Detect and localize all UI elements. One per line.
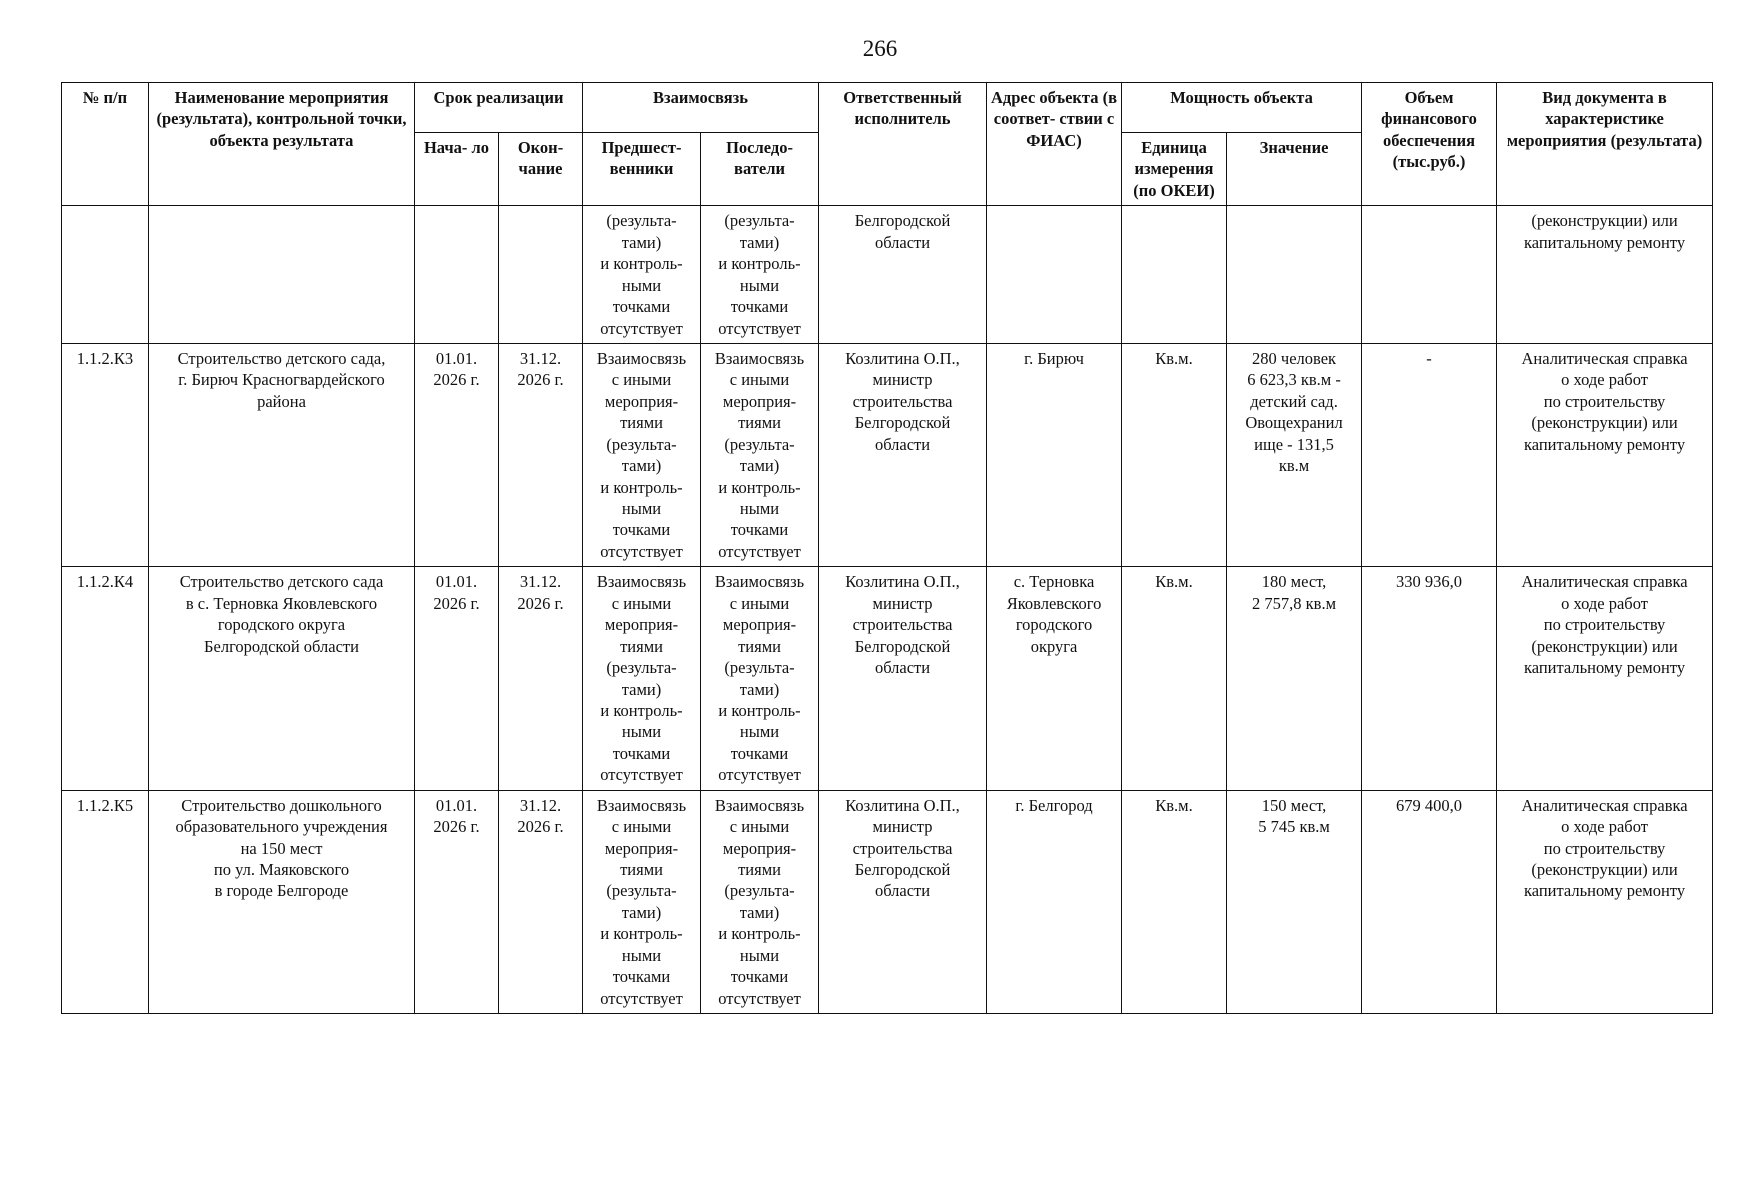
cell-name xyxy=(149,206,415,344)
cell-finance: 330 936,0 xyxy=(1362,567,1497,790)
cell-finance xyxy=(1362,206,1497,344)
cell-finance: 679 400,0 xyxy=(1362,790,1497,1013)
header-responsible: Ответственный исполнитель xyxy=(819,83,987,206)
cell-end xyxy=(499,206,583,344)
header-term-end: Окон- чание xyxy=(499,133,583,206)
cell-next: Взаимосвязь с иными мероприя- тиями (результа- тами) и контроль- ными точками отсутствует xyxy=(701,567,819,790)
cell-num: 1.1.2.К4 xyxy=(62,567,149,790)
cell-address: г. Белгород xyxy=(987,790,1122,1013)
cell-name: Строительство детского сада, г. Бирюч Красногвардейского района xyxy=(149,343,415,566)
cell-name: Строительство дошкольного образовательного учреждения на 150 мест по ул. Маяковского в городе Белгороде xyxy=(149,790,415,1013)
cell-end: 31.12. 2026 г. xyxy=(499,343,583,566)
cell-doc: Аналитическая справка о ходе работ по строительству (реконструкции) или капитальному ремонту xyxy=(1497,343,1713,566)
cell-doc: Аналитическая справка о ходе работ по строительству (реконструкции) или капитальному ремонту xyxy=(1497,567,1713,790)
cell-next: Взаимосвязь с иными мероприя- тиями (результа- тами) и контроль- ными точками отсутствует xyxy=(701,343,819,566)
table-row xyxy=(62,790,1713,1013)
cell-value xyxy=(1227,206,1362,344)
cell-start: 01.01. 2026 г. xyxy=(415,567,499,790)
table-header xyxy=(62,83,1713,206)
header-finance: Объем финансового обеспечения (тыс.руб.) xyxy=(1362,83,1497,206)
cell-num: 1.1.2.К3 xyxy=(62,343,149,566)
cell-responsible: Белгородской области xyxy=(819,206,987,344)
header-capacity-value: Значение xyxy=(1227,133,1362,206)
cell-prev: Взаимосвязь с иными мероприя- тиями (результа- тами) и контроль- ными точками отсутствует xyxy=(583,567,701,790)
page-number: 266 xyxy=(862,36,898,61)
cell-prev: Взаимосвязь с иными мероприя- тиями (результа- тами) и контроль- ными точками отсутствует xyxy=(583,343,701,566)
cell-num: 1.1.2.К5 xyxy=(62,790,149,1013)
cell-unit: Кв.м. xyxy=(1122,790,1227,1013)
cell-finance: - xyxy=(1362,343,1497,566)
cell-name: Строительство детского сада в с. Терновка Яковлевского городского округа Белгородской области xyxy=(149,567,415,790)
cell-unit: Кв.м. xyxy=(1122,567,1227,790)
cell-prev: Взаимосвязь с иными мероприя- тиями (результа- тами) и контроль- ными точками отсутствует xyxy=(583,790,701,1013)
table-row xyxy=(62,567,1713,790)
cell-start xyxy=(415,206,499,344)
header-capacity-unit: Единица измерения (по ОКЕИ) xyxy=(1122,133,1227,206)
cell-unit: Кв.м. xyxy=(1122,343,1227,566)
cell-prev: (результа- тами) и контроль- ными точками отсутствует xyxy=(583,206,701,344)
cell-next: Взаимосвязь с иными мероприя- тиями (результа- тами) и контроль- ными точками отсутствует xyxy=(701,790,819,1013)
cell-end: 31.12. 2026 г. xyxy=(499,567,583,790)
cell-end: 31.12. 2026 г. xyxy=(499,790,583,1013)
header-link: Взаимосвязь xyxy=(583,83,819,133)
header-link-next: Последо- ватели xyxy=(701,133,819,206)
header-term-start: Нача- ло xyxy=(415,133,499,206)
header-link-prev: Предшест- венники xyxy=(583,133,701,206)
table-row xyxy=(62,343,1713,566)
cell-responsible: Козлитина О.П., министр строительства Белгородской области xyxy=(819,790,987,1013)
cell-doc: (реконструкции) или капитальному ремонту xyxy=(1497,206,1713,344)
header-capacity: Мощность объекта xyxy=(1122,83,1362,133)
header-name: Наименование мероприятия (результата), контрольной точки, объекта результата xyxy=(149,83,415,206)
cell-next: (результа- тами) и контроль- ными точками отсутствует xyxy=(701,206,819,344)
cell-start: 01.01. 2026 г. xyxy=(415,790,499,1013)
header-doc-type: Вид документа в характеристике мероприятия (результата) xyxy=(1497,83,1713,206)
cell-doc: Аналитическая справка о ходе работ по строительству (реконструкции) или капитальному ремонту xyxy=(1497,790,1713,1013)
header-num: № п/п xyxy=(62,83,149,206)
cell-responsible: Козлитина О.П., министр строительства Белгородской области xyxy=(819,343,987,566)
cell-num xyxy=(62,206,149,344)
cell-address: г. Бирюч xyxy=(987,343,1122,566)
events-table xyxy=(61,82,1713,1014)
cell-address xyxy=(987,206,1122,344)
table-row xyxy=(62,206,1713,344)
cell-value: 280 человек 6 623,3 кв.м - детский сад. Овощехранил ище - 131,5 кв.м xyxy=(1227,343,1362,566)
cell-start: 01.01. 2026 г. xyxy=(415,343,499,566)
cell-address: с. Терновка Яковлевского городского округа xyxy=(987,567,1122,790)
header-term: Срок реализации xyxy=(415,83,583,133)
cell-responsible: Козлитина О.П., министр строительства Белгородской области xyxy=(819,567,987,790)
cell-value: 180 мест, 2 757,8 кв.м xyxy=(1227,567,1362,790)
header-address: Адрес объекта (в соответ- ствии с ФИАС) xyxy=(987,83,1122,206)
cell-unit xyxy=(1122,206,1227,344)
cell-value: 150 мест, 5 745 кв.м xyxy=(1227,790,1362,1013)
